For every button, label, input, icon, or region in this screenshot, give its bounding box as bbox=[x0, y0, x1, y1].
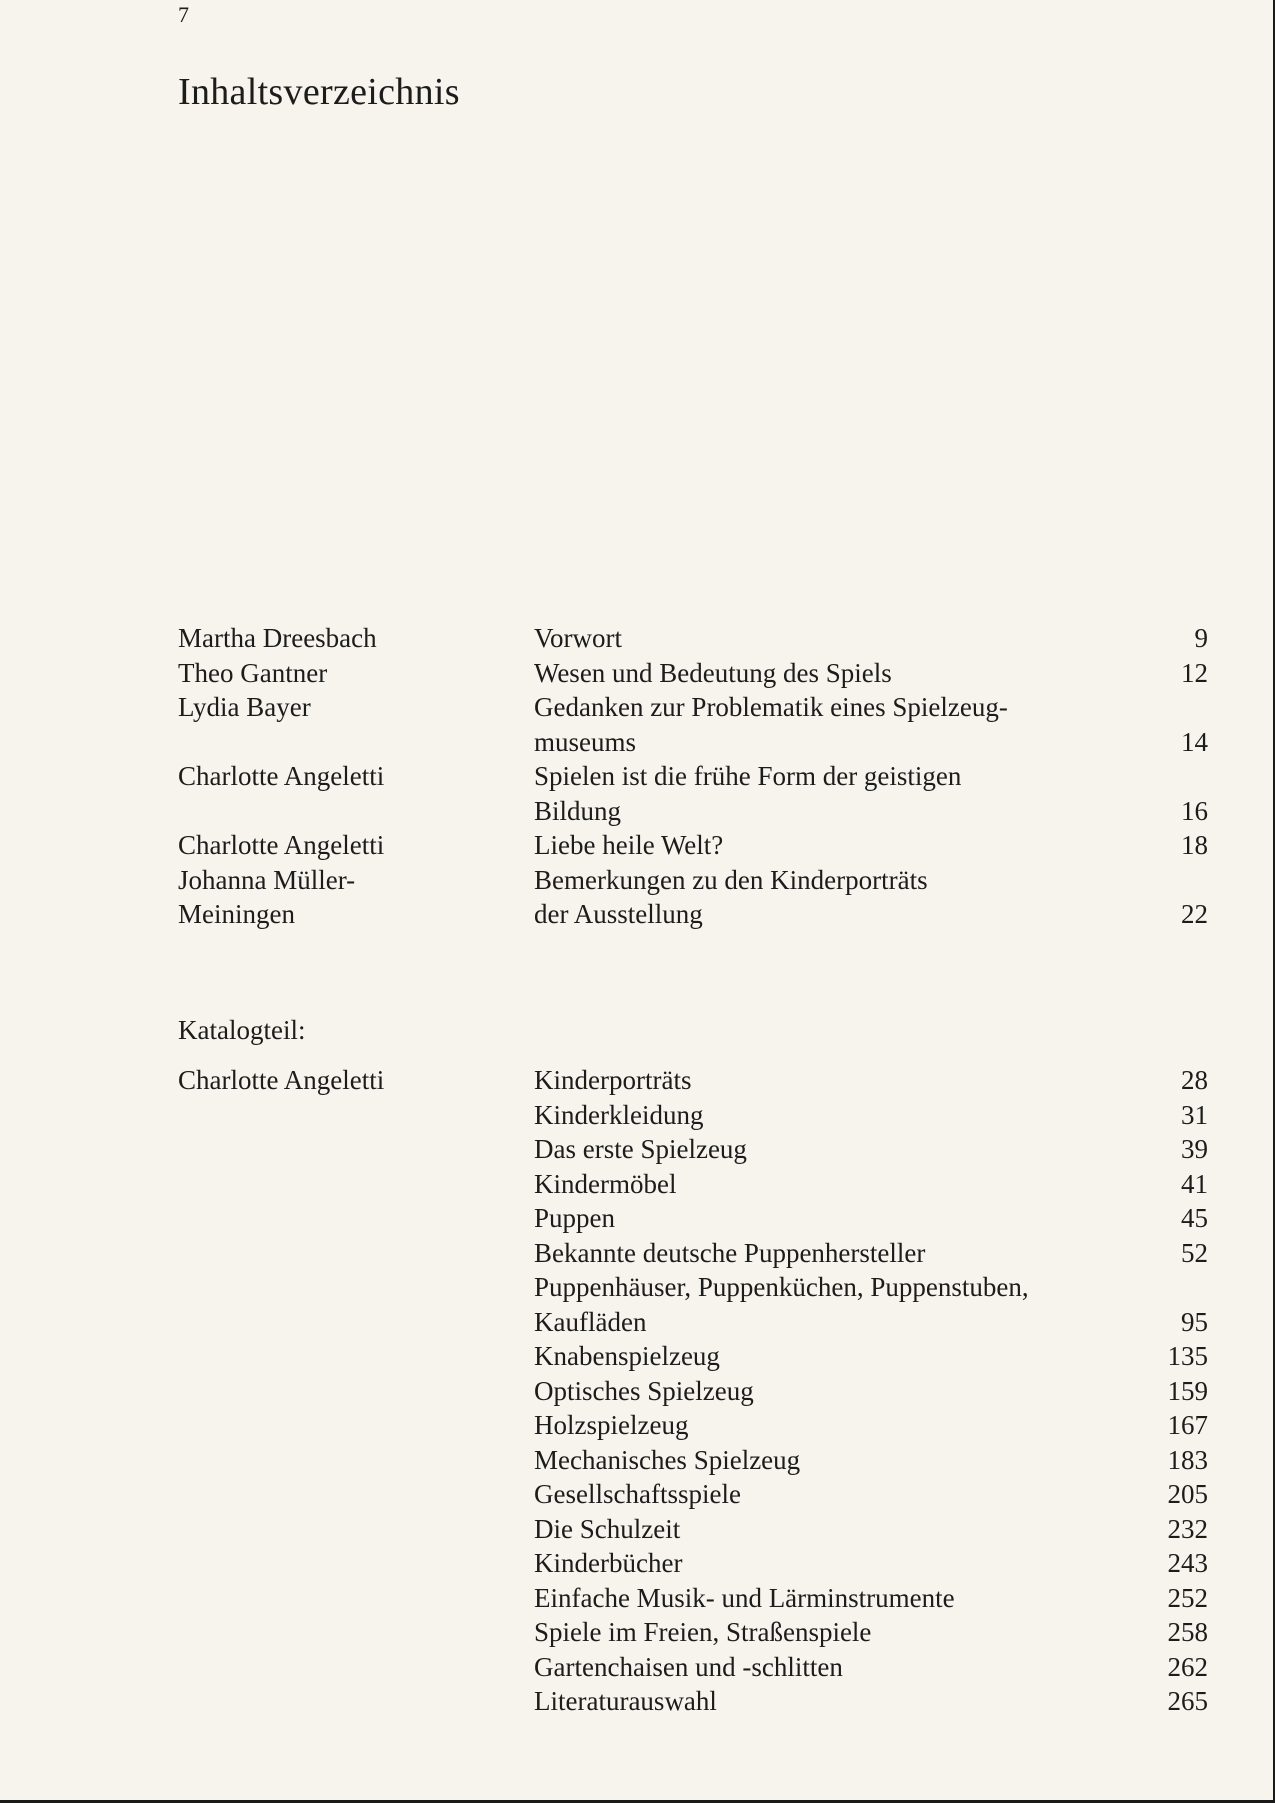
toc-row[interactable] bbox=[178, 759, 1208, 828]
toc-title: Bemerkungen zu den Kinderporträts der Ausstellung bbox=[534, 864, 928, 929]
toc-row[interactable] bbox=[178, 1477, 1208, 1512]
toc-row[interactable] bbox=[178, 1512, 1208, 1547]
toc-row[interactable] bbox=[178, 656, 1208, 691]
toc-row[interactable] bbox=[178, 1132, 1208, 1167]
toc-page-number: 14 bbox=[1181, 726, 1208, 757]
toc-row[interactable] bbox=[178, 1408, 1208, 1443]
toc-row[interactable] bbox=[178, 1236, 1208, 1271]
toc-page-number: 258 bbox=[1167, 1617, 1208, 1647]
toc-row[interactable] bbox=[178, 621, 1208, 656]
toc-page-number: 243 bbox=[1167, 1548, 1208, 1578]
toc-page-number: 28 bbox=[1181, 1065, 1208, 1095]
toc-title: Spiele im Freien, Straßenspiele bbox=[534, 1617, 872, 1647]
toc-row[interactable] bbox=[178, 1374, 1208, 1409]
page-title: Inhaltsverzeichnis bbox=[178, 71, 460, 113]
toc-row[interactable] bbox=[178, 1063, 1208, 1098]
toc-row[interactable] bbox=[178, 1546, 1208, 1581]
toc-page-number: 31 bbox=[1181, 1099, 1208, 1130]
toc-title: Holzspielzeug bbox=[534, 1410, 689, 1440]
toc-row[interactable] bbox=[178, 690, 1208, 759]
toc-page-number: 183 bbox=[1167, 1444, 1208, 1475]
toc-title: Kinderbücher bbox=[534, 1548, 683, 1578]
toc-page-number: 265 bbox=[1167, 1686, 1208, 1716]
toc-page-number: 232 bbox=[1167, 1513, 1208, 1544]
toc-page-number: 18 bbox=[1181, 830, 1208, 860]
toc-title: Knabenspielzeug bbox=[534, 1341, 720, 1371]
toc-page-number: 9 bbox=[1194, 623, 1208, 653]
toc-title: Gesellschaftsspiele bbox=[534, 1479, 741, 1509]
toc-page-number: 95 bbox=[1181, 1306, 1208, 1337]
toc-page-number: 45 bbox=[1181, 1203, 1208, 1233]
toc-page-number: 167 bbox=[1167, 1410, 1208, 1440]
toc-row[interactable] bbox=[178, 1339, 1208, 1374]
toc-author: Charlotte Angeletti bbox=[178, 830, 385, 860]
toc-title: Optisches Spielzeug bbox=[534, 1375, 754, 1406]
toc-title: Kinderporträts bbox=[534, 1065, 692, 1095]
toc-row[interactable] bbox=[178, 1201, 1208, 1236]
toc-author: Charlotte Angeletti bbox=[178, 761, 385, 791]
toc-title: Bekannte deutsche Puppenhersteller bbox=[534, 1237, 926, 1268]
toc-row[interactable] bbox=[178, 1443, 1208, 1478]
toc-title: Gedanken zur Problematik eines Spielzeug- museums bbox=[534, 692, 1008, 757]
toc-page-number: 22 bbox=[1181, 899, 1208, 929]
toc-page-number: 41 bbox=[1181, 1168, 1208, 1199]
toc-author: Martha Dreesbach bbox=[178, 623, 377, 653]
toc-title: Die Schulzeit bbox=[534, 1513, 681, 1544]
toc-title: Das erste Spielzeug bbox=[534, 1134, 747, 1164]
toc-title: Wesen und Bedeutung des Spiels bbox=[534, 657, 892, 688]
toc-row[interactable] bbox=[178, 1684, 1208, 1719]
catalog-list bbox=[178, 1063, 1208, 1719]
toc-page-number: 205 bbox=[1167, 1479, 1208, 1509]
catalog-author: Charlotte Angeletti bbox=[178, 1065, 385, 1095]
toc-row[interactable] bbox=[178, 1098, 1208, 1133]
toc-row[interactable] bbox=[178, 1581, 1208, 1616]
toc-author: Johanna Müller- Meiningen bbox=[178, 864, 356, 929]
toc-title: Mechanisches Spielzeug bbox=[534, 1444, 801, 1475]
contributions-list bbox=[178, 621, 1208, 932]
toc-page-number: 135 bbox=[1167, 1341, 1208, 1371]
toc-title: Puppenhäuser, Puppenküchen, Puppenstuben, Kaufläden bbox=[534, 1272, 1029, 1337]
toc-row[interactable] bbox=[178, 1167, 1208, 1202]
toc-page-number: 52 bbox=[1181, 1237, 1208, 1268]
toc-page-number: 39 bbox=[1181, 1134, 1208, 1164]
toc-title: Kinderkleidung bbox=[534, 1099, 704, 1130]
toc-title: Vorwort bbox=[534, 623, 623, 653]
toc-author: Theo Gantner bbox=[178, 657, 328, 688]
toc-author: Lydia Bayer bbox=[178, 692, 311, 722]
toc-page-number: 252 bbox=[1167, 1582, 1208, 1613]
toc-page-number: 16 bbox=[1181, 795, 1208, 826]
toc-title: Gartenchaisen und -schlitten bbox=[534, 1651, 843, 1682]
toc-title: Puppen bbox=[534, 1203, 615, 1233]
toc-page-number: 159 bbox=[1167, 1375, 1208, 1406]
toc-title: Kindermöbel bbox=[534, 1168, 677, 1199]
toc-row[interactable] bbox=[178, 1270, 1208, 1339]
toc-title: Literaturauswahl bbox=[534, 1686, 717, 1716]
toc-row[interactable] bbox=[178, 863, 1208, 932]
toc-title: Einfache Musik- und Lärminstrumente bbox=[534, 1582, 955, 1613]
toc-page-number: 262 bbox=[1167, 1651, 1208, 1682]
toc-row[interactable] bbox=[178, 1615, 1208, 1650]
toc-title: Spielen ist die frühe Form der geistigen Bildung bbox=[534, 761, 962, 826]
toc-page-number: 12 bbox=[1181, 657, 1208, 688]
toc-row[interactable] bbox=[178, 1650, 1208, 1685]
page-number: 7 bbox=[178, 2, 189, 27]
toc-row[interactable] bbox=[178, 828, 1208, 863]
catalog-heading: Katalogteil: bbox=[178, 1015, 306, 1045]
toc-title: Liebe heile Welt? bbox=[534, 830, 724, 860]
